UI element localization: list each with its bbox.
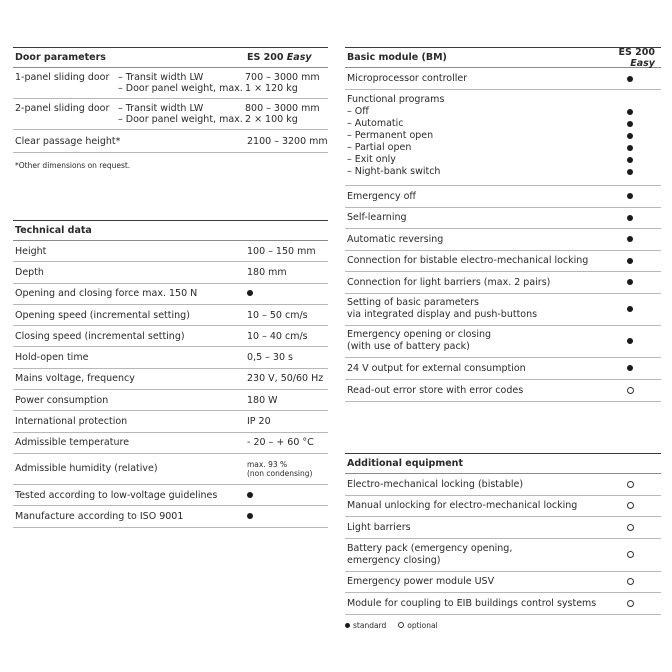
tech-row bbox=[13, 433, 328, 454]
standard-dot-icon bbox=[627, 145, 633, 151]
optional-ring-icon bbox=[627, 551, 634, 558]
emergency-row bbox=[345, 326, 661, 358]
row-label: Connection for light barriers (max. 2 pairs) bbox=[347, 276, 551, 288]
row-label: Depth bbox=[15, 266, 44, 278]
row-value bbox=[615, 578, 645, 585]
row-label: Emergency off bbox=[347, 190, 416, 202]
row-value bbox=[615, 215, 645, 221]
battery-line: Battery pack (emergency opening, bbox=[347, 542, 513, 554]
basic-module-row bbox=[345, 272, 661, 294]
standard-dot-icon bbox=[247, 492, 253, 498]
row-label: International protection bbox=[15, 416, 128, 428]
door-param-value: 700 – 3000 mm bbox=[245, 72, 320, 83]
basic-module-title: Basic module (BM) bbox=[347, 52, 447, 63]
optional-ring-icon bbox=[627, 387, 634, 394]
functional-program-item: – Night-bank switch bbox=[347, 166, 441, 177]
humidity-note: (non condensing) bbox=[247, 468, 313, 478]
optional-ring-icon bbox=[627, 600, 634, 607]
additional-equipment-row bbox=[345, 593, 661, 615]
readout-row bbox=[345, 380, 661, 402]
standard-dot-icon bbox=[627, 76, 633, 82]
row-value: 180 W bbox=[247, 394, 278, 406]
functional-programs-row bbox=[345, 90, 661, 186]
row-label: Automatic reversing bbox=[347, 233, 444, 245]
basic-module-model: ES 200 Easy bbox=[618, 46, 655, 69]
additional-equipment-row bbox=[345, 572, 661, 594]
row-value bbox=[615, 193, 645, 199]
tech-row bbox=[13, 347, 328, 368]
standard-dot-icon bbox=[627, 258, 633, 264]
row-label: Mains voltage, frequency bbox=[15, 373, 135, 385]
setting-line: via integrated display and push-buttons bbox=[347, 309, 538, 320]
door-param-sub: – Transit width LW bbox=[118, 72, 204, 83]
tech-row bbox=[13, 390, 328, 411]
row-value bbox=[615, 481, 645, 488]
door-parameters-title: Door parameters bbox=[15, 52, 106, 63]
additional-equipment-title: Additional equipment bbox=[347, 458, 463, 469]
setting-line: Setting of basic parameters bbox=[347, 297, 479, 308]
row-value bbox=[615, 236, 645, 242]
legend-optional: optional bbox=[407, 620, 438, 630]
door-param-label: 2-panel sliding door bbox=[15, 103, 110, 114]
tech-row bbox=[13, 284, 328, 305]
standard-dot-icon bbox=[345, 623, 350, 628]
optional-ring-icon bbox=[627, 481, 634, 488]
standard-dot-icon bbox=[627, 157, 633, 163]
tech-row bbox=[13, 369, 328, 390]
row-label: Connection for bistable electro-mechanical locking bbox=[347, 255, 589, 267]
door-param-sub: – Door panel weight, max. bbox=[118, 83, 243, 94]
row-label: Power consumption bbox=[15, 394, 109, 406]
optional-ring-icon bbox=[627, 578, 634, 585]
functional-programs-label: Functional programs bbox=[347, 94, 445, 105]
additional-equipment-row bbox=[345, 517, 661, 539]
row-label: Light barriers bbox=[347, 521, 411, 533]
standard-dot-icon bbox=[627, 365, 633, 371]
standard-dot-icon bbox=[627, 121, 633, 127]
basic-module-header bbox=[345, 47, 661, 68]
row-label: Tested according to low-voltage guidelines bbox=[15, 489, 218, 501]
row-value: 10 – 50 cm/s bbox=[247, 309, 308, 321]
output-row bbox=[345, 358, 661, 380]
basic-module-row bbox=[345, 208, 661, 230]
row-value bbox=[615, 524, 645, 531]
door-param-sub: – Door panel weight, max. bbox=[118, 114, 243, 125]
standard-dot-icon bbox=[247, 290, 253, 296]
row-label: Manual unlocking for electro-mechanical locking bbox=[347, 500, 578, 512]
technical-data-section bbox=[13, 220, 328, 528]
row-value bbox=[615, 258, 645, 264]
clear-passage-value: 2100 – 3200 mm bbox=[247, 135, 328, 147]
row-value: IP 20 bbox=[247, 416, 271, 428]
functional-program-item: – Off bbox=[347, 106, 369, 117]
humidity-row bbox=[13, 454, 328, 485]
door-parameters-header bbox=[13, 47, 328, 68]
legend bbox=[345, 621, 661, 630]
technical-data-title: Technical data bbox=[15, 225, 92, 236]
row-label: Self-learning bbox=[347, 212, 407, 224]
door-param-value: 2 × 100 kg bbox=[245, 114, 298, 125]
row-value bbox=[247, 511, 253, 522]
row-label: Emergency power module USV bbox=[347, 576, 495, 588]
right-column bbox=[345, 47, 661, 402]
row-value: 10 – 40 cm/s bbox=[247, 330, 308, 342]
row-value bbox=[615, 279, 645, 285]
row-value: 180 mm bbox=[247, 266, 287, 278]
emergency-line: (with use of battery pack) bbox=[347, 341, 470, 352]
micro-label: Microprocessor controller bbox=[347, 73, 468, 84]
additional-equipment-row bbox=[345, 496, 661, 518]
standard-dot-icon bbox=[627, 279, 633, 285]
functional-program-item: – Partial open bbox=[347, 142, 412, 153]
row-label: Hold-open time bbox=[15, 352, 89, 364]
row-label: Manufacture according to ISO 9001 bbox=[15, 510, 184, 522]
basic-module-rows bbox=[345, 186, 661, 294]
output-label: 24 V output for external consumption bbox=[347, 362, 526, 374]
standard-dot-icon bbox=[627, 236, 633, 242]
standard-dot-icon bbox=[627, 109, 633, 115]
row-value bbox=[247, 288, 253, 299]
optional-ring-icon bbox=[627, 524, 634, 531]
standard-dot-icon bbox=[627, 338, 633, 344]
setting-row bbox=[345, 294, 661, 326]
door-parameters-model: ES 200 Easy bbox=[247, 52, 312, 63]
humidity-label: Admissible humidity (relative) bbox=[15, 463, 158, 475]
optional-ring-icon bbox=[398, 622, 404, 628]
door-param-sub: – Transit width LW bbox=[118, 103, 204, 114]
door-param-value: 1 × 120 kg bbox=[245, 83, 298, 94]
standard-dot-icon bbox=[247, 513, 253, 519]
battery-row bbox=[345, 539, 661, 572]
clear-passage-row bbox=[13, 130, 328, 153]
technical-data-rows-2 bbox=[13, 485, 328, 528]
row-label: Electro-mechanical locking (bistable) bbox=[347, 478, 524, 490]
tech-row bbox=[13, 262, 328, 283]
row-value bbox=[615, 600, 645, 607]
row-value bbox=[615, 502, 645, 509]
row-value bbox=[247, 490, 253, 501]
door-param-row bbox=[13, 99, 328, 130]
legend-standard: standard bbox=[353, 620, 387, 630]
row-label: Opening and closing force max. 150 N bbox=[15, 288, 198, 300]
left-column bbox=[13, 47, 328, 170]
basic-module-row bbox=[345, 229, 661, 251]
clear-passage-label: Clear passage height* bbox=[15, 135, 121, 147]
optional-ring-icon bbox=[627, 502, 634, 509]
tech-row bbox=[13, 241, 328, 262]
tech-row bbox=[13, 411, 328, 432]
row-label: Height bbox=[15, 245, 47, 257]
row-label: Admissible temperature bbox=[15, 437, 130, 449]
emergency-line: Emergency opening or closing bbox=[347, 329, 492, 340]
row-value: 100 – 150 mm bbox=[247, 245, 316, 257]
technical-data-header bbox=[13, 220, 328, 241]
row-value: - 20 – + 60 °C bbox=[247, 437, 314, 449]
tech-row bbox=[13, 326, 328, 347]
footnote: *Other dimensions on request. bbox=[15, 161, 131, 170]
door-param-row bbox=[13, 68, 328, 99]
additional-equipment-header bbox=[345, 453, 661, 474]
functional-program-item: – Exit only bbox=[347, 154, 396, 165]
tech-row bbox=[13, 506, 328, 527]
functional-program-item: – Permanent open bbox=[347, 130, 434, 141]
additional-equipment-row bbox=[345, 474, 661, 496]
basic-module-row bbox=[345, 251, 661, 273]
readout-label: Read-out error store with error codes bbox=[347, 384, 524, 396]
standard-dot-icon bbox=[627, 169, 633, 175]
functional-program-item: – Automatic bbox=[347, 118, 404, 129]
standard-dot-icon bbox=[627, 306, 633, 312]
standard-dot-icon bbox=[627, 215, 633, 221]
door-param-label: 1-panel sliding door bbox=[15, 72, 110, 83]
additional-equipment-section bbox=[345, 453, 661, 630]
tech-row bbox=[13, 485, 328, 506]
door-param-value: 800 – 3000 mm bbox=[245, 103, 320, 114]
tech-row bbox=[13, 305, 328, 326]
micro-row bbox=[345, 68, 661, 90]
technical-data-rows bbox=[13, 241, 328, 454]
basic-module-row bbox=[345, 186, 661, 208]
standard-dot-icon bbox=[627, 193, 633, 199]
humidity-value: max. 93 % bbox=[247, 459, 288, 469]
row-label: Module for coupling to EIB buildings control systems bbox=[347, 597, 597, 609]
row-label: Closing speed (incremental setting) bbox=[15, 330, 185, 342]
battery-line: emergency closing) bbox=[347, 554, 441, 566]
row-value: 230 V, 50/60 Hz bbox=[247, 373, 324, 385]
row-label: Opening speed (incremental setting) bbox=[15, 309, 190, 321]
row-value: 0,5 – 30 s bbox=[247, 352, 293, 364]
standard-dot-icon bbox=[627, 133, 633, 139]
